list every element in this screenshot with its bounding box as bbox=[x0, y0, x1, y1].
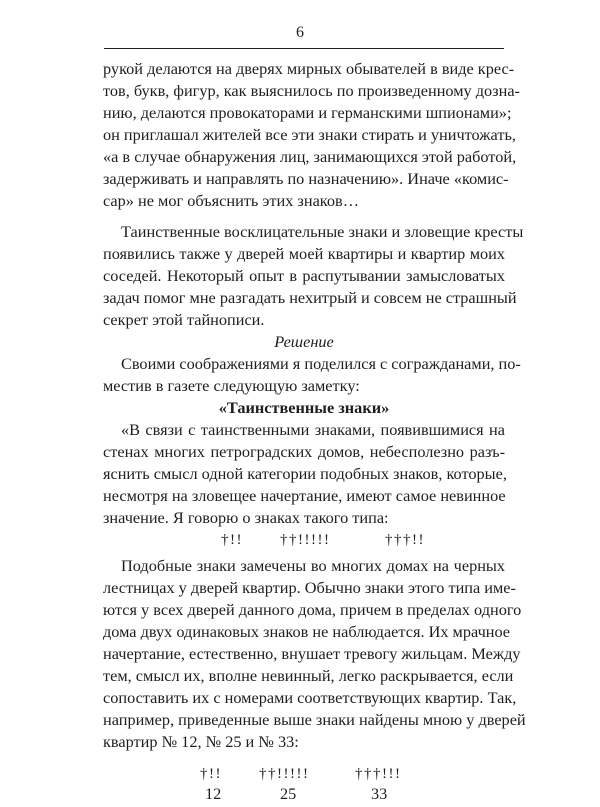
text-line: квартир № 12, № 25 и № 33: bbox=[103, 732, 299, 751]
text-line: дома двух одинаковых знаков не наблюдается. Их мрачное bbox=[103, 622, 511, 641]
text-line: например, приведенные выше знаки найдены мною у дверей bbox=[103, 710, 526, 729]
text-line: появились также у дверей моей квартиры и квартир моих bbox=[103, 244, 505, 263]
text-line: Своими соображениями я поделился с согражданами, по- bbox=[121, 354, 521, 373]
header-rule bbox=[104, 48, 504, 49]
paragraph-4 bbox=[103, 419, 505, 529]
apartment-number: 12 bbox=[205, 784, 222, 803]
text-line: начертание, естественно, внушает тревогу жильцам. Между bbox=[103, 644, 521, 663]
text-line: задерживать и направлять по назначению». Иначе «комис- bbox=[103, 169, 509, 188]
text-line: тем, смысл их, вполне невинный, легко раскрывается, если bbox=[103, 666, 514, 685]
text-line: сопоставить их с номерами соответствующих квартир. Так, bbox=[103, 688, 517, 707]
signs-example bbox=[103, 529, 505, 551]
sign-mark: ††!!!!! bbox=[259, 766, 310, 782]
apartment-numbers-row bbox=[103, 783, 505, 807]
text-line: стенах многих петроградских домов, небесполезно разъ- bbox=[103, 442, 505, 461]
paragraph-3 bbox=[103, 353, 521, 397]
final-signs-row bbox=[103, 763, 505, 783]
article-title: «Таинственные знаки» bbox=[218, 398, 390, 417]
sign-mark: ††!!!!! bbox=[280, 532, 331, 548]
sign-mark: †††!!! bbox=[355, 766, 402, 782]
text-line: он приглашал жителей все эти знаки стирать и уничтожать, bbox=[103, 125, 516, 144]
text-line: соседей. Некоторый опыт в распутывании замысловатых bbox=[103, 266, 505, 285]
text-line: нию, делаются провокаторами и германскими шпионами»; bbox=[103, 103, 512, 122]
page-number: 6 bbox=[296, 24, 304, 41]
sign-mark: †!! bbox=[200, 766, 222, 782]
sign-mark: †††!! bbox=[385, 532, 425, 548]
text-line: Таинственные восклицательные знаки и зловещие кресты bbox=[121, 222, 524, 241]
text-line: «а в случае обнаружения лиц, занимающихся этой работой, bbox=[103, 147, 517, 166]
text-line: рукой делаются на дверях мирных обывателей в виде крес- bbox=[103, 59, 515, 78]
text-line: несмотря на зловещее начертание, имеют самое невинное bbox=[103, 486, 506, 505]
text-line: местив в газете следующую заметку: bbox=[103, 376, 360, 395]
text-line: яснить смысл одной категории подобных знаков, которые, bbox=[103, 464, 507, 483]
text-line: ются у всех дверей данного дома, причем в пределах одного bbox=[103, 600, 522, 619]
paragraph-1 bbox=[103, 58, 520, 212]
text-line: тов, букв, фигур, как выяснилось по произведенному дозна- bbox=[103, 81, 520, 100]
apartment-number: 33 bbox=[371, 784, 388, 803]
text-line: лестницах у дверей квартир. Обычно знаки этого типа име- bbox=[103, 578, 516, 597]
text-line: задач помог мне разгадать нехитрый и совсем не страшный bbox=[103, 288, 517, 307]
page-body bbox=[103, 58, 526, 807]
apartment-number: 25 bbox=[280, 784, 297, 803]
text-line: «В связи с таинственными знаками, появившимися на bbox=[121, 420, 505, 439]
paragraph-5 bbox=[103, 555, 526, 753]
text-line: сар» не мог объяснить этих знаков… bbox=[103, 191, 359, 210]
solution-heading: Решение bbox=[274, 332, 334, 351]
sign-mark: †!! bbox=[221, 532, 243, 548]
paragraph-2 bbox=[103, 221, 524, 331]
text-line: Подобные знаки замечены во многих домах на черных bbox=[121, 556, 505, 575]
text-line: значение. Я говорю о знаках такого типа: bbox=[103, 508, 389, 527]
text-line: секрет этой тайнописи. bbox=[103, 310, 265, 329]
